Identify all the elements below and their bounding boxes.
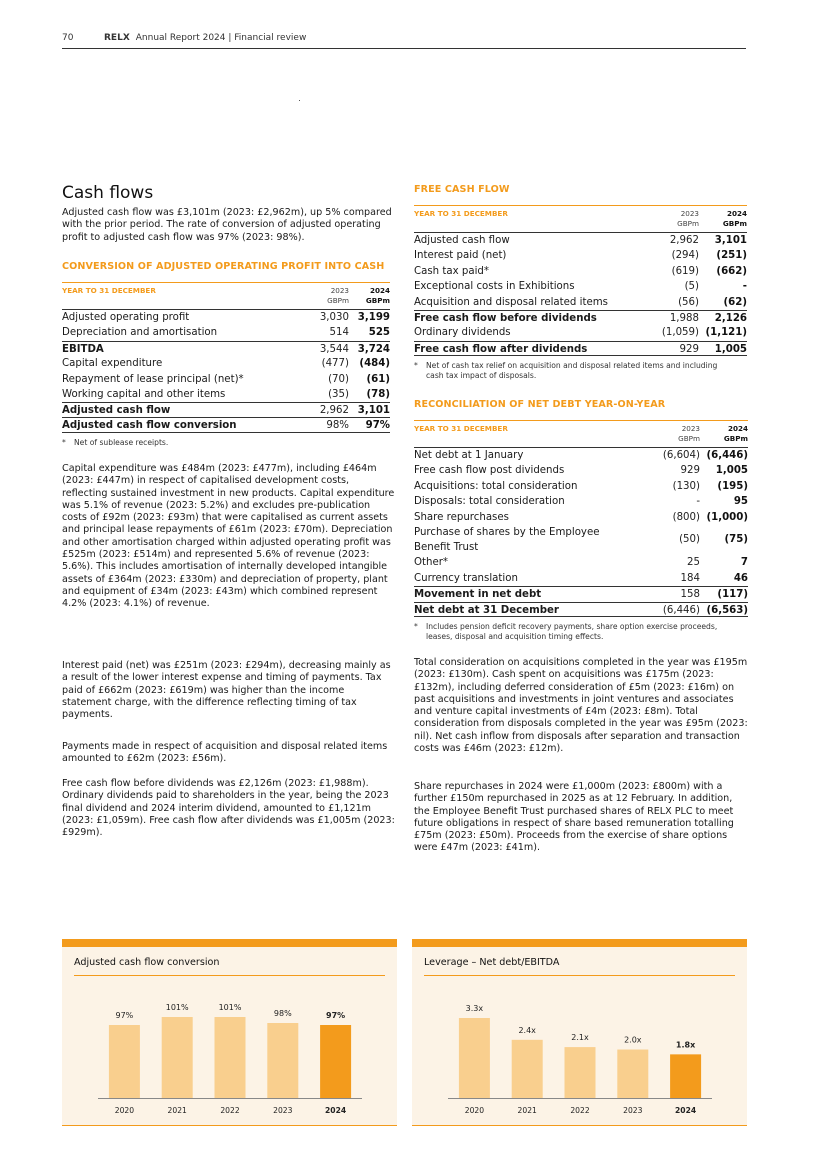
x-tick-label: 2024 bbox=[675, 1106, 697, 1115]
leverage-chart-title: Leverage – Net debt/EBITDA bbox=[424, 957, 560, 968]
value-2024: 3,101 bbox=[357, 405, 390, 417]
bar-value-label: 98% bbox=[273, 1009, 292, 1018]
table-caption bbox=[414, 206, 747, 232]
section-title-cash-flows: Cash flows bbox=[62, 183, 154, 203]
value-2023: 3,544 bbox=[319, 343, 349, 355]
table-row bbox=[414, 279, 747, 294]
net-debt-footnote: * Includes pension deficit recovery payments, share option exercise proceeds, leases, disposal and acquisition timing effects. bbox=[414, 622, 718, 641]
bar-2023 bbox=[267, 1023, 298, 1098]
column-header-2024: 2024 GBPm bbox=[365, 286, 390, 305]
row-label: Adjusted cash flow bbox=[414, 235, 510, 246]
table-row bbox=[62, 310, 390, 325]
x-tick-label: 2020 bbox=[464, 1106, 485, 1115]
value-2024: (6,446) bbox=[706, 450, 748, 461]
free-cash-flow-paragraph: Free cash flow before dividends was £2,126m (2023: £1,988m). Ordinary dividends paid to shareholders in the year, being the 2023 final dividend and 2024 interim dividend, amounted to £1,121m (2023: £1,059m). Free cash flow after dividends was £1,005m (2023: £929m). bbox=[62, 778, 395, 839]
value-2023: 158 bbox=[680, 589, 700, 601]
page-header bbox=[62, 33, 746, 43]
column-header-2023: 2023 GBPm bbox=[327, 286, 349, 305]
x-tick-label: 2023 bbox=[273, 1106, 293, 1115]
bar-value-label: 2.0x bbox=[624, 1035, 642, 1045]
value-2023: (800) bbox=[672, 511, 700, 523]
value-2024: 1,005 bbox=[714, 343, 747, 355]
value-2024: (75) bbox=[724, 533, 748, 545]
bar-value-label: 2.4x bbox=[518, 1025, 536, 1035]
table-caption-label: YEAR TO 31 DECEMBER bbox=[62, 286, 156, 295]
bar-2022 bbox=[565, 1047, 596, 1098]
table-row bbox=[62, 325, 390, 340]
row-label: Depreciation and amortisation bbox=[62, 327, 218, 339]
value-2024: 2,126 bbox=[714, 312, 747, 324]
value-2024: 46 bbox=[733, 572, 748, 584]
table-row bbox=[414, 325, 747, 340]
row-label: Exceptional costs in Exhibitions bbox=[414, 281, 575, 293]
value-2024: (195) bbox=[717, 480, 748, 492]
free-cash-flow-title: FREE CASH FLOW bbox=[414, 184, 510, 195]
table-row bbox=[414, 295, 747, 310]
bar-2024 bbox=[670, 1054, 701, 1098]
value-2024: 3,199 bbox=[357, 312, 390, 323]
bar-value-label: 3.3x bbox=[465, 1004, 484, 1013]
interest-paragraph: Interest paid (net) was £251m (2023: £294m), decreasing mainly as a result of the lower interest expense and timing of payments. Tax paid of £662m (2023: £619m) was higher than the income statement charge, with the difference reflecting timing of tax payments. bbox=[62, 660, 391, 721]
value-2024: 95 bbox=[733, 496, 748, 508]
value-2023: (130) bbox=[672, 480, 700, 492]
table-row bbox=[414, 233, 747, 248]
table-row bbox=[62, 372, 390, 387]
free-cash-flow-table bbox=[414, 205, 747, 356]
bar-value-label: 97% bbox=[326, 1011, 346, 1020]
value-2023: (6,446) bbox=[662, 604, 700, 616]
value-2023: 2,962 bbox=[669, 235, 699, 246]
table-row bbox=[414, 463, 748, 478]
row-label: Net debt at 1 January bbox=[414, 450, 524, 461]
table-row bbox=[414, 525, 748, 555]
acquisition-payments-paragraph: Payments made in respect of acquisition and disposal related items amounted to £62m (2023: £56m). bbox=[62, 741, 388, 765]
report-title: Annual Report 2024 | Financial review bbox=[135, 33, 307, 43]
value-2023: - bbox=[696, 496, 700, 508]
conversion-table-title: CONVERSION OF ADJUSTED OPERATING PROFIT INTO CASH bbox=[62, 261, 385, 272]
row-label: Adjusted cash flow bbox=[62, 405, 171, 417]
bar-2020 bbox=[109, 1025, 140, 1098]
row-label: Adjusted operating profit bbox=[62, 312, 190, 323]
table-row bbox=[62, 356, 390, 371]
x-tick-label: 2021 bbox=[167, 1106, 187, 1115]
row-label: Cash tax paid* bbox=[414, 265, 489, 277]
value-2023: (50) bbox=[679, 533, 700, 545]
cash-flows-intro: Adjusted cash flow was £3,101m (2023: £2,962m), up 5% compared with the prior period. The rate of conversion of adjusted operating profit to adjusted cash flow was 97% (2023: 98%). bbox=[62, 207, 392, 243]
value-2024: (6,563) bbox=[706, 604, 748, 616]
leverage-chart bbox=[412, 947, 747, 1126]
value-2024: (117) bbox=[717, 589, 748, 601]
row-label: Purchase of shares by the Employee Benefit Trust bbox=[414, 526, 600, 554]
row-label: Capital expenditure bbox=[62, 358, 163, 370]
table-row bbox=[414, 602, 748, 617]
value-2023: (56) bbox=[678, 296, 699, 308]
value-2024: (1,121) bbox=[705, 327, 747, 339]
value-2024: 3,724 bbox=[357, 343, 390, 355]
row-label: Adjusted cash flow conversion bbox=[62, 419, 237, 431]
header-rule bbox=[62, 48, 746, 49]
table-caption-label: YEAR TO 31 DECEMBER bbox=[414, 209, 508, 218]
x-tick-label: 2024 bbox=[325, 1106, 347, 1115]
bar-2021 bbox=[162, 1017, 193, 1098]
column-header-2024: 2024 GBPm bbox=[722, 209, 747, 228]
x-tick-label: 2023 bbox=[623, 1106, 643, 1115]
conversion-chart-title: Adjusted cash flow conversion bbox=[74, 957, 220, 968]
table-row bbox=[414, 586, 748, 601]
net-debt-table-title: RECONCILIATION OF NET DEBT YEAR-ON-YEAR bbox=[414, 399, 666, 410]
value-2023: (6,604) bbox=[662, 450, 700, 461]
table-caption-label: YEAR TO 31 DECEMBER bbox=[414, 424, 508, 433]
stray-dot bbox=[299, 100, 300, 101]
table-row bbox=[414, 479, 748, 494]
x-tick-label: 2020 bbox=[114, 1106, 135, 1115]
value-2024: (61) bbox=[366, 373, 390, 385]
value-2023: 184 bbox=[680, 572, 700, 584]
table-row bbox=[414, 341, 747, 356]
brand-name: RELX bbox=[104, 33, 130, 43]
value-2024: 525 bbox=[368, 327, 390, 339]
value-2023: (5) bbox=[684, 281, 699, 293]
value-2023: 98% bbox=[326, 419, 349, 431]
table-row bbox=[414, 448, 748, 463]
table-row bbox=[414, 310, 747, 325]
table-row bbox=[414, 248, 747, 263]
page-number: 70 bbox=[62, 33, 74, 43]
value-2023: (477) bbox=[321, 358, 349, 370]
value-2024: 97% bbox=[365, 419, 390, 431]
value-2024: (484) bbox=[359, 358, 390, 370]
column-header-2023: 2023 GBPm bbox=[677, 209, 699, 228]
value-2023: (294) bbox=[671, 250, 699, 262]
row-label: Working capital and other items bbox=[62, 388, 226, 400]
value-2023: 929 bbox=[679, 343, 699, 355]
bar-value-label: 101% bbox=[165, 1003, 189, 1012]
value-2023: (619) bbox=[671, 265, 699, 277]
value-2024: (1,000) bbox=[706, 511, 748, 523]
value-2023: 929 bbox=[680, 465, 700, 477]
value-2024: (78) bbox=[366, 388, 390, 400]
value-2023: 25 bbox=[687, 557, 700, 569]
capex-paragraph: Capital expenditure was £484m (2023: £477m), including £464m (2023: £447m) in respect of capitalised development costs, reflecting sustained investment in new products. Capital expenditure was 5.1% of revenue (2023: 5.2%) and excludes pre-publication costs of £92m (2023: £93m) that were capitalised as current assets and principal lease repayments of £61m (2023: £70m). Depreciation and other amortisation charged within adjusted operating profit was £525m (2023: £514m) and represented 5.6% of revenue (2023: 5.6%). This includes amortisation of internally developed intangible assets of £364m (2023: £330m) and depreciation of property, plant and equipment of £34m (2023: £43m) which combined represent 4.2% (2023: 4.1%) of revenue. bbox=[62, 463, 395, 610]
bar-2024 bbox=[320, 1025, 351, 1098]
free-cash-flow-footnote: * Net of cash tax relief on acquisition and disposal related items and including cash tax impact of disposals. bbox=[414, 361, 718, 380]
value-2024: 7 bbox=[740, 557, 748, 569]
table-caption bbox=[62, 283, 390, 309]
x-tick-label: 2022 bbox=[220, 1106, 240, 1115]
value-2023: 2,962 bbox=[319, 405, 349, 417]
table-row bbox=[414, 510, 748, 525]
bar-2023 bbox=[617, 1050, 648, 1098]
value-2023: (35) bbox=[328, 388, 349, 400]
row-label: Free cash flow post dividends bbox=[414, 465, 565, 477]
table-row bbox=[414, 555, 748, 570]
net-debt-table bbox=[414, 420, 748, 617]
leverage-chart-panel bbox=[412, 939, 747, 1126]
column-header-2023: 2023 GBPm bbox=[678, 424, 700, 443]
value-2024: (662) bbox=[716, 265, 747, 277]
bar-value-label: 101% bbox=[218, 1003, 242, 1012]
table-caption bbox=[414, 421, 748, 447]
value-2023: 514 bbox=[329, 327, 349, 339]
value-2023: (1,059) bbox=[661, 327, 699, 339]
x-tick-label: 2022 bbox=[570, 1106, 590, 1115]
row-label: Interest paid (net) bbox=[414, 250, 507, 262]
value-2023: 3,030 bbox=[319, 312, 349, 323]
table-row bbox=[62, 402, 390, 417]
bar-2021 bbox=[512, 1040, 543, 1098]
row-label: Net debt at 31 December bbox=[414, 604, 559, 616]
table-row bbox=[414, 571, 748, 586]
row-label: Ordinary dividends bbox=[414, 327, 511, 339]
value-2024: - bbox=[742, 281, 747, 293]
row-label: Share repurchases bbox=[414, 511, 509, 523]
row-label: Disposals: total consideration bbox=[414, 496, 565, 508]
bar-value-label: 1.8x bbox=[675, 1040, 696, 1050]
bar-2020 bbox=[459, 1018, 490, 1098]
value-2023: 1,988 bbox=[669, 312, 699, 324]
conversion-footnote: * Net of sublease receipts. bbox=[62, 438, 169, 447]
conversion-table bbox=[62, 282, 390, 433]
share-repurchases-paragraph: Share repurchases in 2024 were £1,000m (2023: £800m) with a further £150m repurchased in 2025 as at 12 February. In addition, the Employee Benefit Trust purchased shares of RELX PLC to meet future obligations in respect of share based remuneration totalling £75m (2023: £50m). Proceeds from the exercise of share options were £47m (2023: £41m). bbox=[414, 781, 734, 854]
row-label: Free cash flow before dividends bbox=[414, 312, 597, 324]
row-label: Acquisition and disposal related items bbox=[414, 296, 608, 308]
row-label: Free cash flow after dividends bbox=[414, 343, 588, 355]
row-label: Acquisitions: total consideration bbox=[414, 480, 578, 492]
value-2024: 3,101 bbox=[714, 235, 747, 246]
table-row bbox=[62, 387, 390, 402]
x-tick-label: 2021 bbox=[517, 1106, 537, 1115]
row-label: Other* bbox=[414, 557, 449, 569]
table-row bbox=[62, 341, 390, 356]
row-label: Movement in net debt bbox=[414, 589, 542, 601]
bar-value-label: 2.1x bbox=[571, 1033, 589, 1043]
table-row bbox=[414, 494, 748, 509]
row-label: Repayment of lease principal (net)* bbox=[62, 373, 244, 385]
conversion-chart bbox=[62, 947, 397, 1126]
column-header-2024: 2024 GBPm bbox=[723, 424, 748, 443]
value-2024: (251) bbox=[716, 250, 747, 262]
row-label: Currency translation bbox=[414, 572, 518, 584]
conversion-chart-panel bbox=[62, 939, 397, 1126]
acquisitions-paragraph: Total consideration on acquisitions completed in the year was £195m (2023: £130m). Cash spent on acquisitions was £175m (2023: £132m), including deferred consideration of £5m (2023: £16m) on past acquisitions and investments in joint ventures and associates and venture capital investments of £4m (2023: £8m). Total consideration from disposals completed in the year was £95m (2023: nil). Net cash inflow from disposals after separation and transaction costs was £46m (2023: £12m). bbox=[414, 657, 748, 755]
bar-2022 bbox=[215, 1017, 246, 1098]
table-row bbox=[414, 264, 747, 279]
row-label: EBITDA bbox=[62, 343, 104, 355]
value-2023: (70) bbox=[328, 373, 349, 385]
value-2024: 1,005 bbox=[715, 465, 748, 477]
bar-value-label: 97% bbox=[115, 1011, 134, 1020]
value-2024: (62) bbox=[723, 296, 747, 308]
table-row bbox=[62, 418, 390, 433]
